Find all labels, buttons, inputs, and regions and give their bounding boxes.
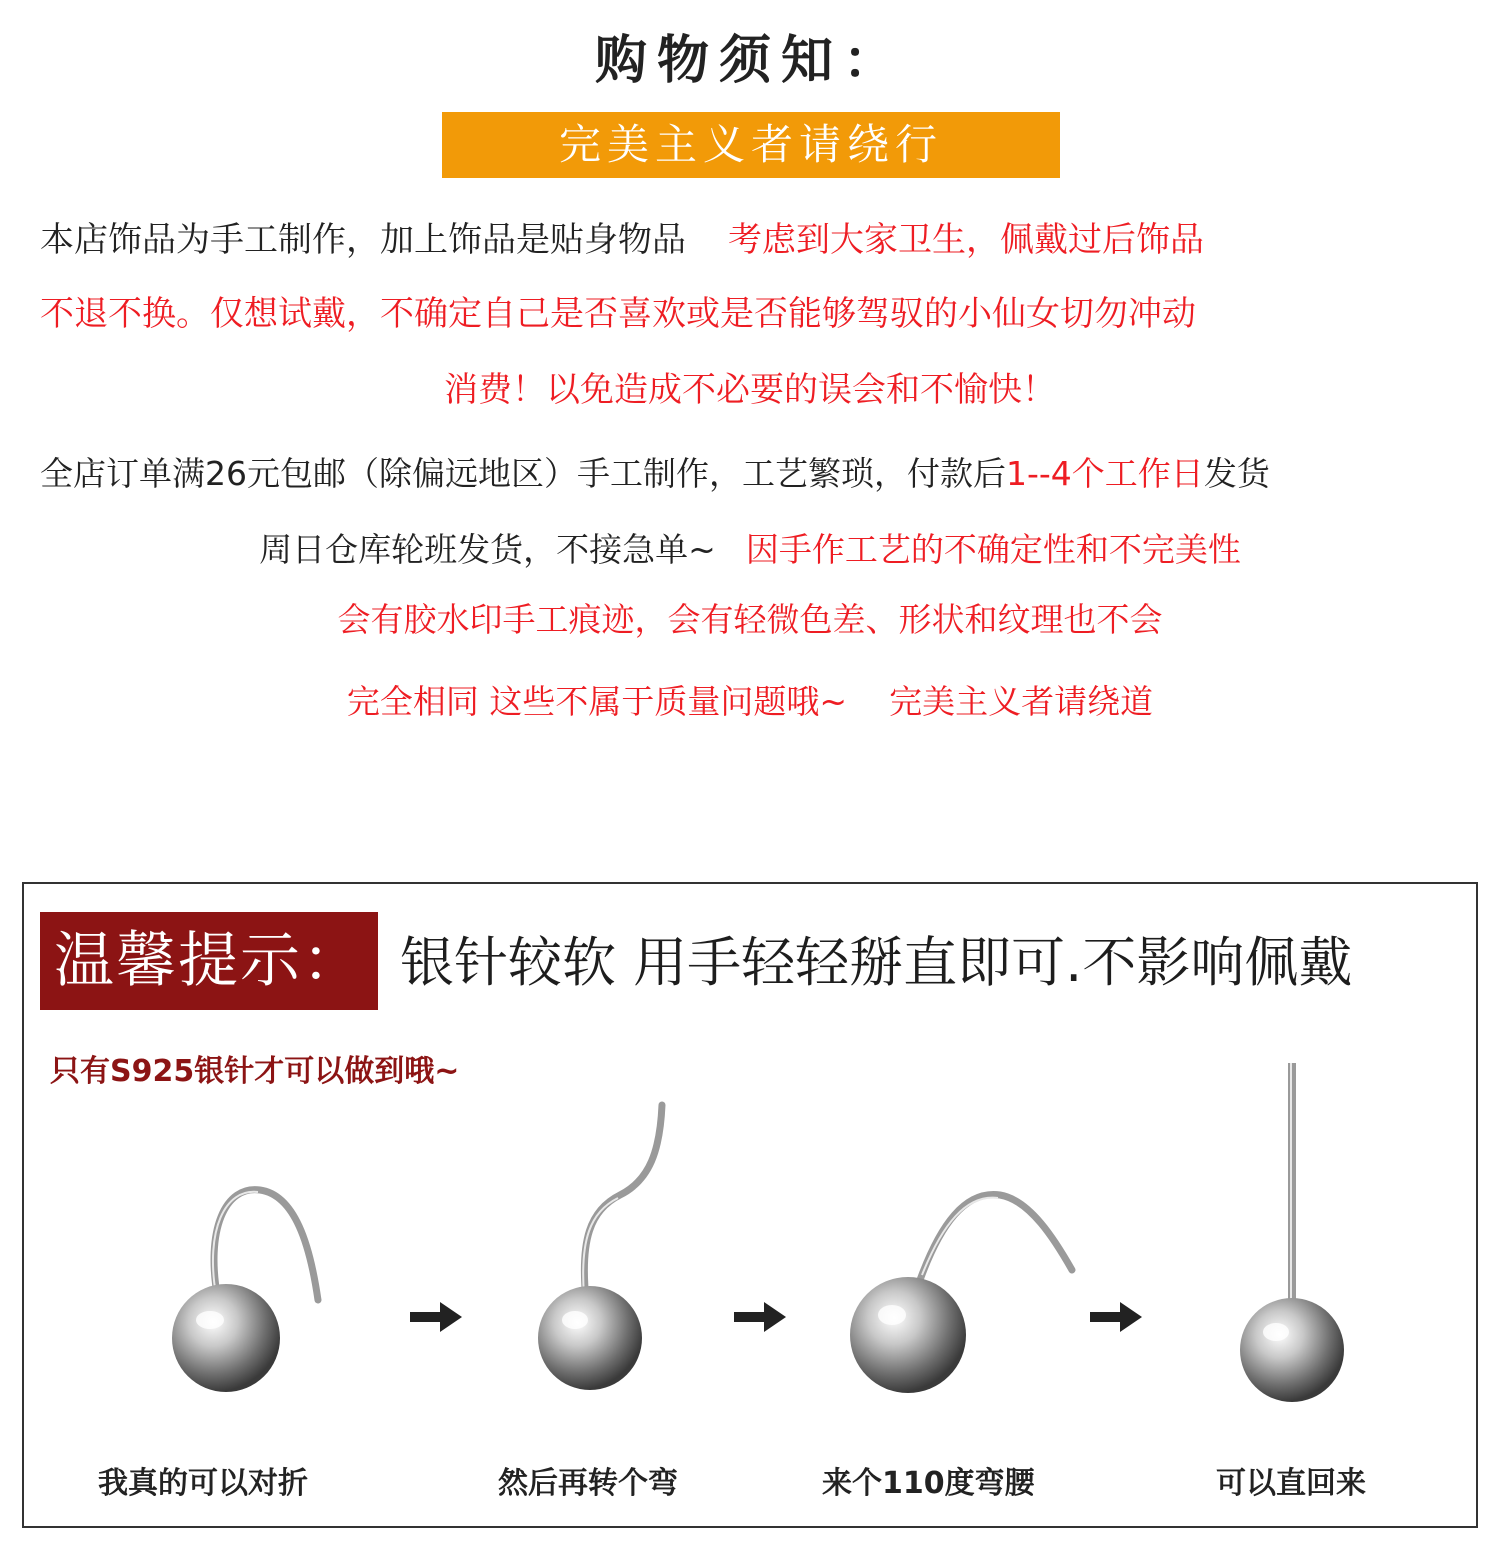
silver-ball-earring-straight-icon	[1220, 1058, 1370, 1418]
step-caption-4: 可以直回来	[1216, 1466, 1366, 1501]
page-title: 购物须知：	[594, 31, 905, 91]
tip-text: 银针较软 用手轻轻掰直即可.不影响佩戴	[400, 931, 1353, 994]
silver-ball-earring-bent-110-icon	[830, 1170, 1090, 1420]
notice-line-2: 不退不换。仅想试戴，不确定自己是否喜欢或是否能够驾驭的小仙女切勿冲动	[40, 294, 1196, 334]
notice-line-4-red-text: 1--4个工作日	[1006, 454, 1204, 493]
notice-line-1-red-text: 考虑到大家卫生，佩戴过后饰品	[728, 220, 1204, 260]
arrow-right-icon	[410, 1302, 462, 1332]
notice-line-6: 会有胶水印手工痕迹，会有轻微色差、形状和纹理也不会	[337, 600, 1163, 639]
notice-line-7-red-text-a: 完全相同 这些不属于质量问题哦~	[346, 682, 848, 721]
notice-line-5-text: 周日仓库轮班发货，不接急单~	[259, 530, 716, 569]
silver-ball-earring-s-curve-icon	[520, 1100, 720, 1420]
notice-line-7	[0, 680, 1500, 724]
step-caption-3: 来个110度弯腰	[822, 1466, 1035, 1501]
notice-line-4-text-a: 全店订单满26元包邮（除偏远地区）手工制作，工艺繁琐，付款后	[40, 454, 1006, 493]
arrow-right-icon	[1090, 1302, 1142, 1332]
tip-note: 只有S925银针才可以做到哦~	[50, 1054, 460, 1089]
notice-line-3: 消费！以免造成不必要的误会和不愉快！	[444, 370, 1056, 410]
notice-line-4	[40, 452, 1270, 496]
step-caption-2: 然后再转个弯	[498, 1466, 678, 1501]
notice-line-1	[40, 218, 1204, 262]
notice-line-1-text: 本店饰品为手工制作，加上饰品是贴身物品	[40, 220, 686, 260]
step-caption-1: 我真的可以对折	[98, 1466, 308, 1501]
notice-line-4-text-b: 发货	[1203, 454, 1270, 493]
notice-line-7-red-text-b: 完美主义者请绕道	[889, 682, 1154, 721]
arrow-right-icon	[734, 1302, 786, 1332]
notice-line-5	[0, 528, 1500, 572]
warning-banner: 完美主义者请绕行	[442, 112, 1060, 178]
silver-ball-earring-folded-icon	[150, 1150, 350, 1420]
notice-line-5-red-text: 因手作工艺的不确定性和不完美性	[745, 530, 1241, 569]
tip-label: 温馨提示：	[40, 912, 378, 1010]
